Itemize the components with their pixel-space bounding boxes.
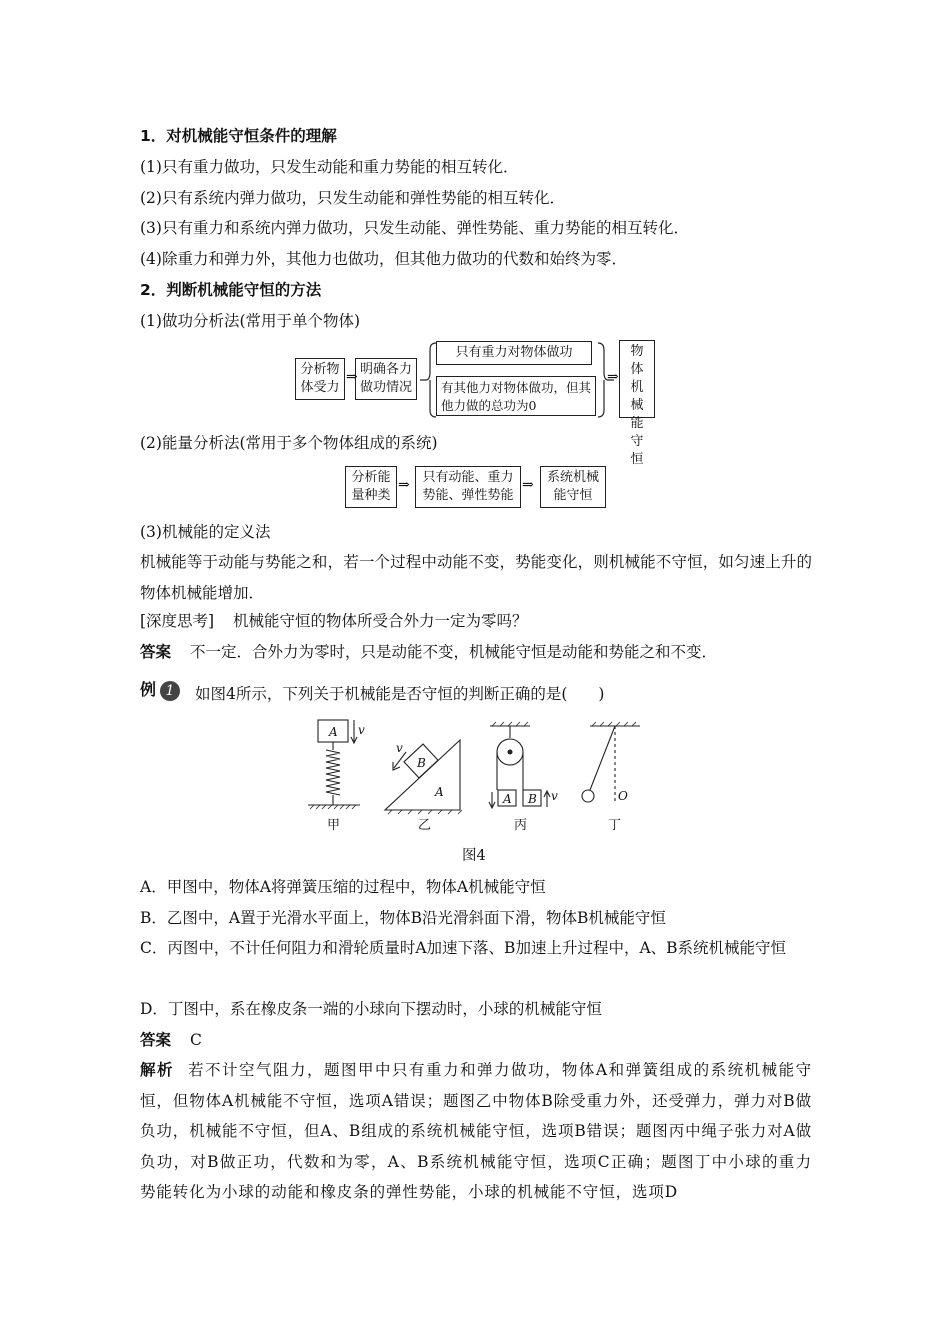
yi-label-v: v <box>396 741 403 755</box>
ding-ball <box>582 790 594 802</box>
option-b: B．乙图中，A置于光滑水平面上，物体B沿光滑斜面下滑，物体B机械能守恒 <box>140 909 666 927</box>
yi-label-b: B <box>417 756 426 770</box>
figure-label-yi: 乙 <box>418 818 432 833</box>
bing-label-b: B <box>528 792 537 806</box>
yi-label-a: A <box>435 785 444 799</box>
section1-item-3: (3)只有重力和系统内弹力做功，只发生动能、弹性势能、重力势能的相互转化． <box>140 219 689 237</box>
option-c: C．丙图中，不计任何阻力和滑轮质量时A加速下落、B加速上升过程中，A、B系统机械能守恒 <box>140 939 787 957</box>
deep-think-label: [深度思考] <box>140 612 215 630</box>
deep-think-answer <box>140 642 717 662</box>
flow1-box-clarify-work: 明确各力做功情况 <box>355 358 417 400</box>
analysis-text: 若不计空气阻力，题图甲中只有重力和弹力做功，物体A和弹簧组成的系统机械能守恒，但物体A机械能不守恒，选项A错误；题图乙中物体B除受重力外，还受弹力，弹力对B做负功，机械能不守恒，但A、B组成的系统机械能守恒，选项B错误；题图丙中绳子张力对A做负功，对B做正功，代数和为零，A、B系统机械能守恒，选项C正确；题图丁中小球的重力势能转化为小球的动能和橡皮条的弹性势能，小球的机械能不守恒，选项D <box>140 1061 812 1201</box>
answer-text: 不一定．合外力为零时，只是动能不变，机械能守恒是动能和势能之和不变． <box>189 643 717 661</box>
example-label: 例 <box>140 680 157 699</box>
figure-label-ding: 丁 <box>608 818 622 833</box>
section1-item-1: (1)只有重力做功，只发生动能和重力势能的相互转化． <box>140 158 519 176</box>
figure-caption: 图4 <box>462 848 486 864</box>
flow1-box-analyze-force: 分析物体受力 <box>295 358 345 400</box>
flow1-brace <box>418 340 438 420</box>
section2-heading: 2．判断机械能守恒的方法 <box>140 281 322 299</box>
jia-label-a: A <box>329 725 338 739</box>
jia-spring <box>326 750 340 795</box>
deep-think <box>140 611 528 631</box>
figure-label-bing: 丙 <box>514 818 528 833</box>
method2-title: (2)能量分析法(常用于多个物体组成的系统) <box>140 434 438 452</box>
bing-label-a: A <box>503 792 512 806</box>
example-answer <box>140 1030 202 1050</box>
option-d: D．丁图中，系在橡皮条一端的小球向下摆动时，小球的机械能守恒 <box>140 1000 602 1018</box>
option-a: A．甲图中，物体A将弹簧压缩的过程中，物体A机械能守恒 <box>140 878 546 896</box>
example-stem: 如图4所示，下列关于机械能是否守恒的判断正确的是( ) <box>194 685 605 703</box>
flow1-arrow-1: ⇒ <box>346 369 358 385</box>
deep-think-question: 机械能守恒的物体所受合外力一定为零吗？ <box>233 612 528 630</box>
ding-label-o: O <box>618 789 628 803</box>
answer-label: 答案 <box>140 643 172 661</box>
method3-text: 机械能等于动能与势能之和，若一个过程中动能不变，势能变化，则机械能不守恒，如匀速上升的物体机械能增加． <box>140 553 812 602</box>
flow2-box-only-energies: 只有动能、重力势能、弹性势能 <box>415 466 521 508</box>
flow1-arrow-2: ⇒ <box>607 369 619 385</box>
example-stem-line <box>140 680 604 701</box>
figure-4 <box>290 712 670 837</box>
flow2-arrow-2: ⇒ <box>522 477 534 493</box>
example-answer-value: C <box>189 1031 202 1049</box>
flow2-arrow-1: ⇒ <box>398 477 410 493</box>
flow1-box-gravity-only: 只有重力对物体做功 <box>436 341 592 365</box>
example-answer-label: 答案 <box>140 1031 172 1049</box>
jia-label-v: v <box>358 723 365 737</box>
section1-item-4: (4)除重力和弹力外，其他力也做功，但其他力做功的代数和始终为零． <box>140 250 627 268</box>
example-analysis <box>140 1055 812 1208</box>
example-number-badge: 1 <box>160 681 180 701</box>
flow1-box-other-forces: 有其他力对物体做功，但其他力做的总功为0 <box>436 376 596 416</box>
flow2-box-energy-types: 分析能量种类 <box>345 466 397 508</box>
bing-label-v: v <box>551 789 558 803</box>
section1-item-2: (2)只有系统内弹力做功，只发生动能和弹性势能的相互转化． <box>140 189 565 207</box>
figure-label-jia: 甲 <box>327 818 341 833</box>
flow1-box-conserved: 物体机械能守恒 <box>619 340 655 418</box>
section1-heading: 1．对机械能守恒条件的理解 <box>140 127 337 145</box>
flow2-box-system-conserved: 系统机械能守恒 <box>540 466 606 508</box>
method1-title: (1)做功分析法(常用于单个物体) <box>140 312 361 330</box>
method3-title: (3)机械能的定义法 <box>140 523 271 541</box>
analysis-label: 解析 <box>140 1061 174 1079</box>
